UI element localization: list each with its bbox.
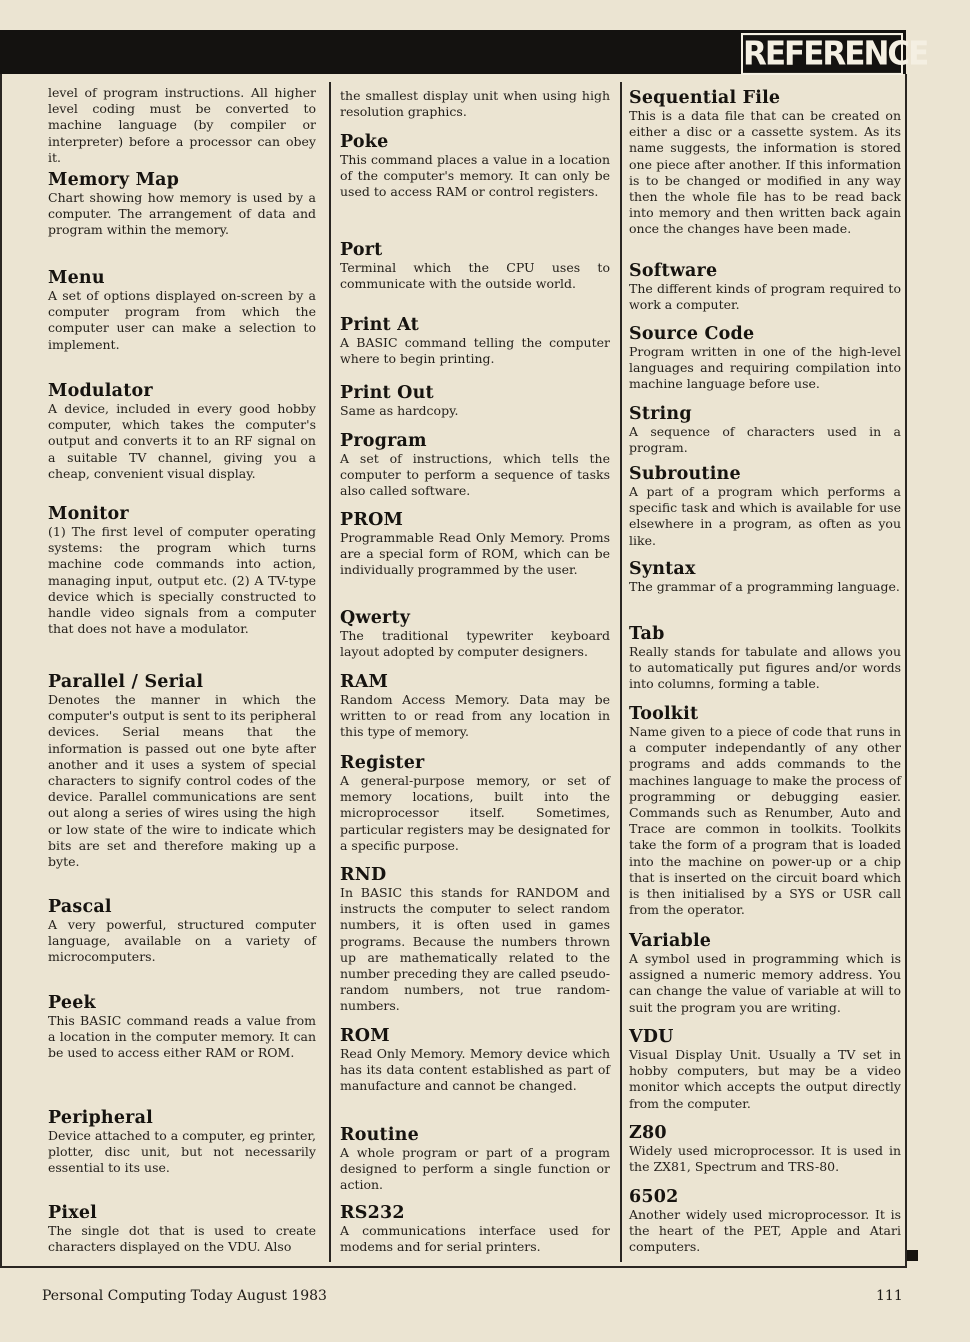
entry-modulator [48, 381, 316, 482]
entry-term: Modulator [48, 381, 153, 401]
entry-term: Peripheral [48, 1108, 153, 1128]
entry-definition: The traditional typewriter keyboard layout adopted by computer designers. [340, 628, 610, 660]
left-border-rule [0, 74, 2, 1268]
entry-definition: A whole program or part of a program designed to perform a single function or action. [340, 1145, 610, 1193]
entry-toolkit [629, 704, 901, 918]
entry-tab [629, 624, 901, 693]
entry-definition: A general-purpose memory, or set of memory locations, built into the microprocessor itself. Sometimes, particular registers may be designated for a specific purpose. [340, 773, 610, 853]
entry-term: PROM [340, 510, 404, 530]
end-of-article-mark [907, 1250, 918, 1261]
entry-term: ROM [340, 1026, 390, 1046]
entry-term: String [629, 404, 692, 424]
entry-source-code [629, 324, 901, 393]
entry-peripheral [48, 1108, 316, 1177]
entry-definition: A BASIC command telling the computer where to begin printing. [340, 335, 610, 367]
entry-syntax [629, 559, 901, 595]
page-number: 111 [876, 1288, 903, 1304]
entry-definition: Visual Display Unit. Usually a TV set in hobby computers, but may be a video monitor which accepts the output directly from the computer. [629, 1047, 901, 1111]
entry-qwerty [340, 608, 610, 660]
entry-definition: Program written in one of the high-level languages and requiring compilation into machine language before use. [629, 344, 901, 392]
entry-peek [48, 993, 316, 1062]
entry-definition: The single dot that is used to create characters displayed on the VDU. Also [48, 1223, 316, 1255]
entry-routine [340, 1125, 610, 1194]
entry-definition: A communications interface used for modems and for serial printers. [340, 1223, 610, 1255]
entry-term: Software [629, 261, 718, 281]
entry-poke [340, 132, 610, 201]
entry-term: Toolkit [629, 704, 699, 724]
entry-term: Register [340, 753, 425, 773]
entry-term: Sequential File [629, 88, 781, 108]
entry-string [629, 404, 901, 456]
entry-term: Z80 [629, 1123, 667, 1143]
entry-definition: Another widely used microprocessor. It is the heart of the PET, Apple and Atari computers. [629, 1207, 901, 1255]
entry-prom [340, 510, 610, 579]
entry-definition: A set of options displayed on-screen by a computer program from which the computer user can make a selection to implement. [48, 288, 316, 352]
entry-sequential-file [629, 88, 901, 238]
entry-definition: Widely used microprocessor. It is used in the ZX81, Spectrum and TRS-80. [629, 1143, 901, 1175]
entry-definition: Programmable Read Only Memory. Proms are a special form of ROM, which can be individually programmed by the user. [340, 530, 610, 578]
entry-definition: The different kinds of program required to work a computer. [629, 281, 901, 313]
bottom-rule [0, 1266, 907, 1268]
entry-term: Monitor [48, 504, 129, 524]
entry-z80 [629, 1123, 901, 1175]
entry-term: VDU [629, 1027, 674, 1047]
entry-term: Routine [340, 1125, 419, 1145]
entry-definition: This is a data file that can be created on either a disc or a cassette system. As its name suggests, the information is stored one piece after another. If this information is to be changed or modified in any way then the whole file has to be read back into memory and then written back again once the changes have been made. [629, 108, 901, 237]
entry-term: RND [340, 865, 387, 885]
entry-program [340, 431, 610, 500]
entry-definition: A symbol used in programming which is assigned a numeric memory address. You can change the value of variable at will to suit the program you are writing. [629, 951, 901, 1015]
entry-term: Tab [629, 624, 665, 644]
entry-register [340, 753, 610, 854]
entry-subroutine [629, 464, 901, 549]
entry-definition: Read Only Memory. Memory device which has its data content established as part of manufacture and cannot be changed. [340, 1046, 610, 1094]
entry-pascal [48, 897, 316, 966]
entry-rnd [340, 865, 610, 1015]
entry-rom [340, 1026, 610, 1095]
entry-print-at [340, 315, 610, 367]
entry-term: Peek [48, 993, 96, 1013]
entry-parallel-serial [48, 672, 316, 870]
entry-variable [629, 931, 901, 1016]
entry-definition: Random Access Memory. Data may be written to or read from any location in this type of memory. [340, 692, 610, 740]
entry-definition: Same as hardcopy. [340, 403, 459, 418]
entry-definition: A sequence of characters used in a program. [629, 424, 901, 456]
entry-term: Print Out [340, 383, 434, 403]
entry-definition: (1) The first level of computer operating systems: the program which turns machine code commands into action, managing input, output etc. (2) A TV-type device which is specially constructed to handle video signals from a computer that does not have a modulator. [48, 524, 316, 637]
entry-6502 [629, 1187, 901, 1256]
column-divider-1 [329, 82, 331, 1262]
entry-term: Subroutine [629, 464, 741, 484]
entry-term: Pascal [48, 897, 112, 917]
entry [48, 85, 316, 166]
entry-definition: In BASIC this stands for RANDOM and instructs the computer to select random numbers, it is often used in games programs. Because the numbers thrown up are mathematically related to the number preceding they are called pseudo-random numbers, not true random-numbers. [340, 885, 610, 1014]
entry-definition: Denotes the manner in which the computer's output is sent to its peripheral devices. Serial means that the information is passed out one byte after another and it uses a system of special characters to signify control codes of the device. Parallel communications are sent out along a series of wires using the high or low state of the wire to indicate which bits are set and therefore making up a byte. [48, 692, 316, 870]
entry-term: RS232 [340, 1203, 405, 1223]
entry-definition: A set of instructions, which tells the computer to perform a sequence of tasks also called software. [340, 451, 610, 499]
entry-definition: Name given to a piece of code that runs in a computer independantly of any other programs and adds commands to the machines language to make the process of programming or debugging easier. Commands such as Renumber, Auto and Trace are common in toolkits. Toolkits take the form of a program that is loaded into the machine on power-up or a chip that is inserted on the circuit board which is then initialised by a SYS or USR call from the operator. [629, 724, 901, 918]
entry-rs232 [340, 1203, 610, 1255]
entry-term: Pixel [48, 1203, 98, 1223]
footer-publication: Personal Computing Today August 1983 [42, 1288, 327, 1304]
entry-term: Port [340, 240, 383, 260]
entry-vdu [629, 1027, 901, 1112]
entry-software [629, 261, 901, 313]
entry [340, 88, 610, 120]
entry-definition: A device, included in every good hobby computer, which takes the computer's output and converts it to an RF signal on a suitable TV channel, giving you a cheap, convenient visual display. [48, 401, 316, 481]
entry-term: Print At [340, 315, 419, 335]
entry-definition: This command places a value in a location of the computer's memory. It can only be used to access RAM or control registers. [340, 152, 610, 200]
entry-definition: Device attached to a computer, eg printer, plotter, disc unit, but not necessarily essential to its use. [48, 1128, 316, 1176]
entry-port [340, 240, 610, 292]
entry-definition: Chart showing how memory is used by a computer. The arrangement of data and program within the memory. [48, 190, 316, 238]
entry-term: Program [340, 431, 427, 451]
column-divider-2 [620, 82, 622, 1262]
entry-memory-map [48, 170, 316, 239]
entry-pixel [48, 1203, 316, 1255]
entry-term: Qwerty [340, 608, 411, 628]
entry-definition: The grammar of a programming language. [629, 579, 900, 594]
entry-definition: A very powerful, structured computer language, available on a variety of microcomputers. [48, 917, 316, 965]
entry-ram [340, 672, 610, 741]
entry-definition: This BASIC command reads a value from a location in the computer memory. It can be used to access either RAM or ROM. [48, 1013, 316, 1061]
entry-monitor [48, 504, 316, 637]
entry-definition: level of program instructions. All higher level coding must be converted to machine language (by compiler or interpreter) before a processor can obey it. [48, 85, 316, 165]
entry-print-out [340, 383, 610, 419]
entry-definition: A part of a program which performs a specific task and which is available for use elsewhere in a program, as often as you like. [629, 484, 901, 548]
entry-term: Poke [340, 132, 389, 152]
entry-term: Syntax [629, 559, 696, 579]
entry-term: Parallel / Serial [48, 672, 204, 692]
entry-term: RAM [340, 672, 389, 692]
entry-definition: Really stands for tabulate and allows you to automatically put figures and/or words into columns, forming a table. [629, 644, 901, 692]
entry-definition: the smallest display unit when using high resolution graphics. [340, 88, 610, 120]
entry-definition: Terminal which the CPU uses to communicate with the outside world. [340, 260, 610, 292]
entry-term: Variable [629, 931, 712, 951]
entry-term: Source Code [629, 324, 755, 344]
entry-term: 6502 [629, 1187, 679, 1207]
right-border-rule [905, 74, 907, 1268]
entry-menu [48, 268, 316, 353]
entry-term: Memory Map [48, 170, 180, 190]
section-tab: REFERENCE [741, 33, 903, 75]
entry-term: Menu [48, 268, 105, 288]
